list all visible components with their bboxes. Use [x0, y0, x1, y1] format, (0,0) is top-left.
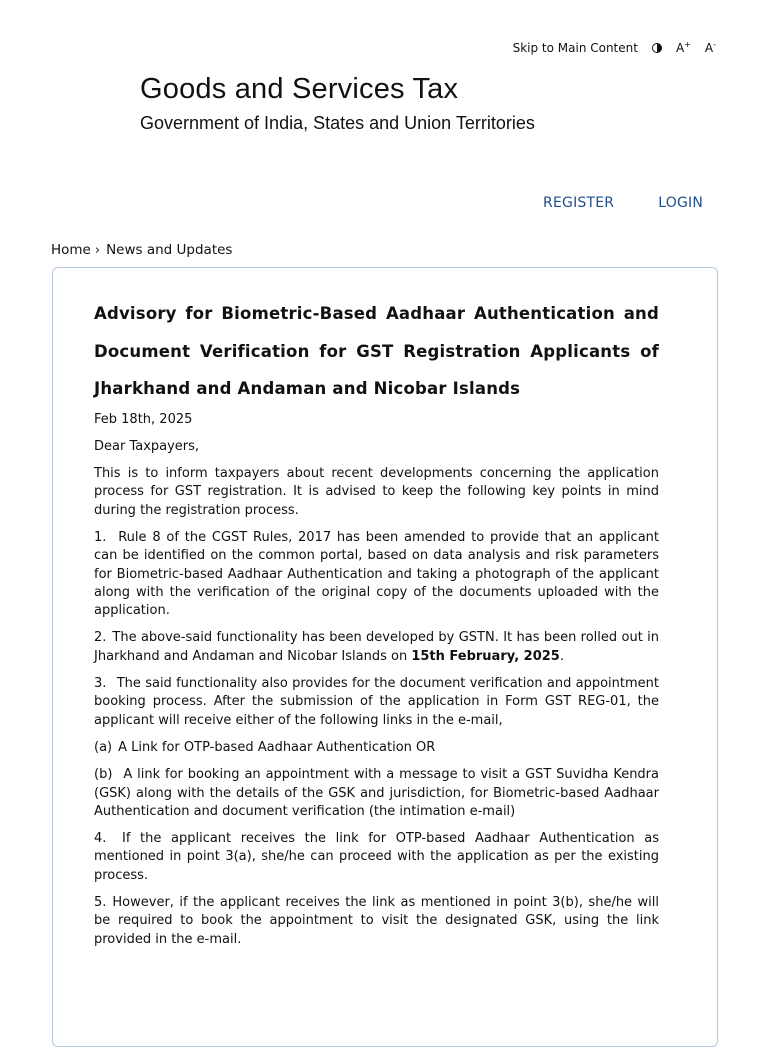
font-decrease-button[interactable] [705, 40, 716, 55]
point-number: (b) [94, 767, 113, 783]
article-date: Feb 18th, 2025 [94, 411, 193, 427]
site-brand [140, 73, 535, 134]
point-number: 1. [94, 529, 107, 545]
point-number: 5. [94, 895, 107, 911]
point-text: However, if the applicant receives the link as mentioned in point 3(b), she/he will be required to book the appointment to visit the designated GSK, using the link provided in the e-mail. [94, 895, 659, 947]
site-subtitle: Government of India, States and Union Territories [140, 113, 535, 133]
breadcrumb-current: News and Updates [106, 242, 233, 258]
article-point-4 [94, 830, 659, 885]
breadcrumb [51, 242, 232, 258]
point-text: Rule 8 of the CGST Rules, 2017 has been amended to provide that an applicant can be identified on the common portal, based on data analysis and risk parameters for Biometric-based Aadhaar Authentication and taking a photograph of the applicant along with the verification of the original copy of the documents uploaded with the application. [94, 529, 659, 619]
contrast-toggle-icon[interactable] [652, 43, 662, 53]
auth-nav [543, 195, 703, 211]
article-point-2 [94, 629, 659, 666]
font-decrease-label: A [704, 41, 714, 55]
point-text-end: . [559, 648, 564, 664]
point-text: If the applicant receives the link for OTP-based Aadhaar Authentication as mentioned in point 3(a), she/he can proceed with the application as per the existing process. [94, 831, 659, 883]
article-title: Advisory for Biometric-Based Aadhaar Authentication and Document Verification for GST Registration Applicants of Jharkhand and Andaman and Nicobar Islands [94, 304, 659, 398]
article-point-3b [94, 766, 659, 821]
breadcrumb-home[interactable]: Home [51, 242, 91, 258]
font-increase-label: A [675, 41, 685, 55]
site-title[interactable]: Goods and Services Tax [140, 73, 459, 105]
point-number: 3. [94, 676, 107, 692]
article-greeting: Dear Taxpayers, [94, 438, 200, 454]
point-text: A link for booking an appointment with a message to visit a GST Suvidha Kendra (GSK) along with the details of the GSK and jurisdiction, for Biometric-based Aadhaar Authentication and document verification (the intimation e-mail) [94, 767, 659, 819]
article-point-5 [94, 894, 659, 949]
chevron-right-icon: › [94, 242, 101, 258]
article-point-3a [94, 739, 659, 757]
point-text: The above-said functionality has been developed by GSTN. It has been rolled out in Jharkhand and Andaman and Nicobar Islands on [94, 630, 659, 664]
point-number: (a) [94, 739, 113, 755]
font-increase-sup: + [684, 40, 691, 49]
article-intro: This is to inform taxpayers about recent developments concerning the application process for GST registration. It is advised to keep the following key points in mind during the registration process. [94, 466, 659, 518]
skip-to-main-link[interactable]: Skip to Main Content [512, 40, 638, 55]
login-link[interactable]: LOGIN [658, 195, 703, 211]
point-text: A Link for OTP-based Aadhaar Authentication OR [118, 739, 436, 755]
point-bold-date: 15th February, 2025 [411, 648, 560, 664]
point-number: 2. [94, 630, 107, 646]
register-link[interactable]: REGISTER [543, 195, 615, 211]
article-point-1 [94, 529, 659, 620]
utility-bar [513, 40, 716, 55]
article-point-3 [94, 675, 659, 730]
point-text: The said functionality also provides for the document verification and appointment booking process. After the submission of the application in Form GST REG-01, the applicant will receive either of the following links in the e-mail, [94, 676, 659, 728]
font-decrease-sup: - [713, 40, 716, 49]
article-card [52, 267, 718, 1047]
font-increase-button[interactable] [676, 40, 691, 55]
point-number: 4. [94, 831, 107, 847]
